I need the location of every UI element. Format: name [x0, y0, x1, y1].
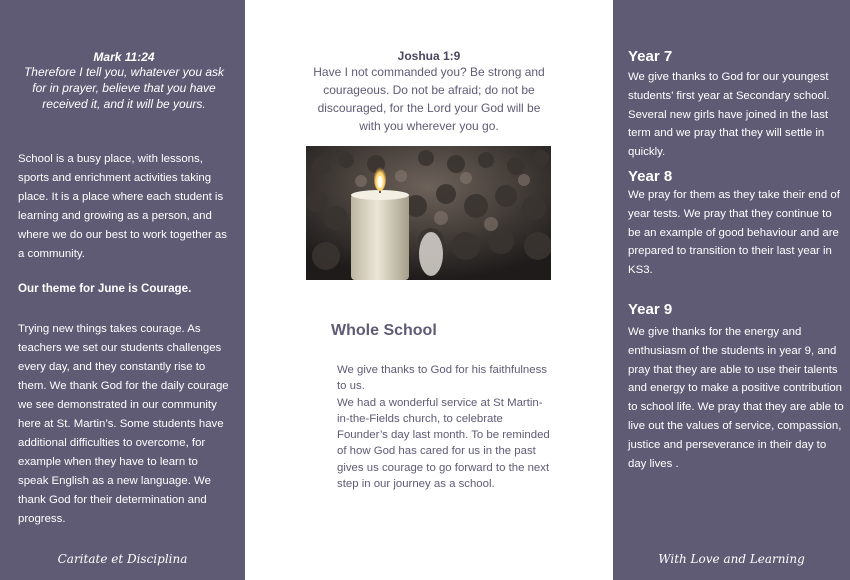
- middle-panel: [245, 0, 613, 580]
- left-verse-text: Therefore I tell you, whatever you ask for in prayer, believe that you have received it, and it will be yours.: [23, 65, 225, 111]
- left-motto: Caritate et Disciplina: [57, 552, 188, 566]
- whole-school-thanks: We give thanks to God for his faithfulness to us.: [337, 364, 547, 393]
- left-verse-reference: Mark 11:24: [93, 50, 155, 64]
- left-panel: [0, 0, 245, 580]
- school-intro-paragraph: School is a busy place, with lessons, sports and enrichment activities taking place. It is a place where each student is learning and growing as a person, and where we do our best to work together as a community.: [18, 153, 227, 260]
- middle-verse-reference: Joshua 1:9: [397, 49, 461, 63]
- left-verse: [18, 50, 230, 112]
- middle-verse-text: Have I not commanded you? Be strong and courageous. Do not be afraid; do not be discouraged, for the Lord your God will be with you wherever you go.: [313, 65, 545, 133]
- monthly-theme: Our theme for June is Courage.: [18, 282, 192, 295]
- middle-verse: [307, 49, 551, 135]
- whole-school-text: [337, 362, 551, 492]
- year8-section: [628, 168, 846, 280]
- year9-section: [628, 301, 846, 473]
- year7-title: Year 7: [628, 48, 673, 65]
- candle-image: [306, 146, 551, 280]
- courage-paragraph: Trying new things takes courage. As teachers we set our students challenges every day, and they constantly rise to them. We thank God for the daily courage we see demonstrated in our community here at St. Martin’s. Some students have additional difficulties to overcome, for example when they have to learn to speak English as a new language. We thank God for their determination and progress.: [18, 323, 229, 525]
- year7-text: We give thanks to God for our youngest students’ first year at Secondary school. Several new girls have joined in the last term and we pray that they will settle in quickly.: [628, 71, 830, 159]
- year9-text: We give thanks for the energy and enthusiasm of the students in year 9, and pray that they are able to use their talents and energy to make a positive contribution to school life. We pray that they are able to live out the values of service, compassion, justice and perseverance in their day to day lives .: [628, 326, 844, 470]
- right-motto: With Love and Learning: [658, 552, 805, 566]
- year8-title: Year 8: [628, 168, 673, 185]
- whole-school-service: We had a wonderful service at St Martin-in-the-Fields church, to celebrate Founder’s day last month. To be reminded of how God has cared for us in the past gives us courage to go forward to the next step in our journey as a school.: [337, 396, 550, 491]
- whole-school-heading: Whole School: [331, 322, 437, 339]
- year9-title: Year 9: [628, 301, 673, 318]
- candle-photo: [306, 146, 551, 280]
- right-panel: [613, 0, 850, 580]
- year7-section: [628, 48, 846, 162]
- year8-text: We pray for them as they take their end of year tests. We pray that they continue to be an example of good behaviour and are prepared to transition to their last year in KS3.: [628, 189, 840, 277]
